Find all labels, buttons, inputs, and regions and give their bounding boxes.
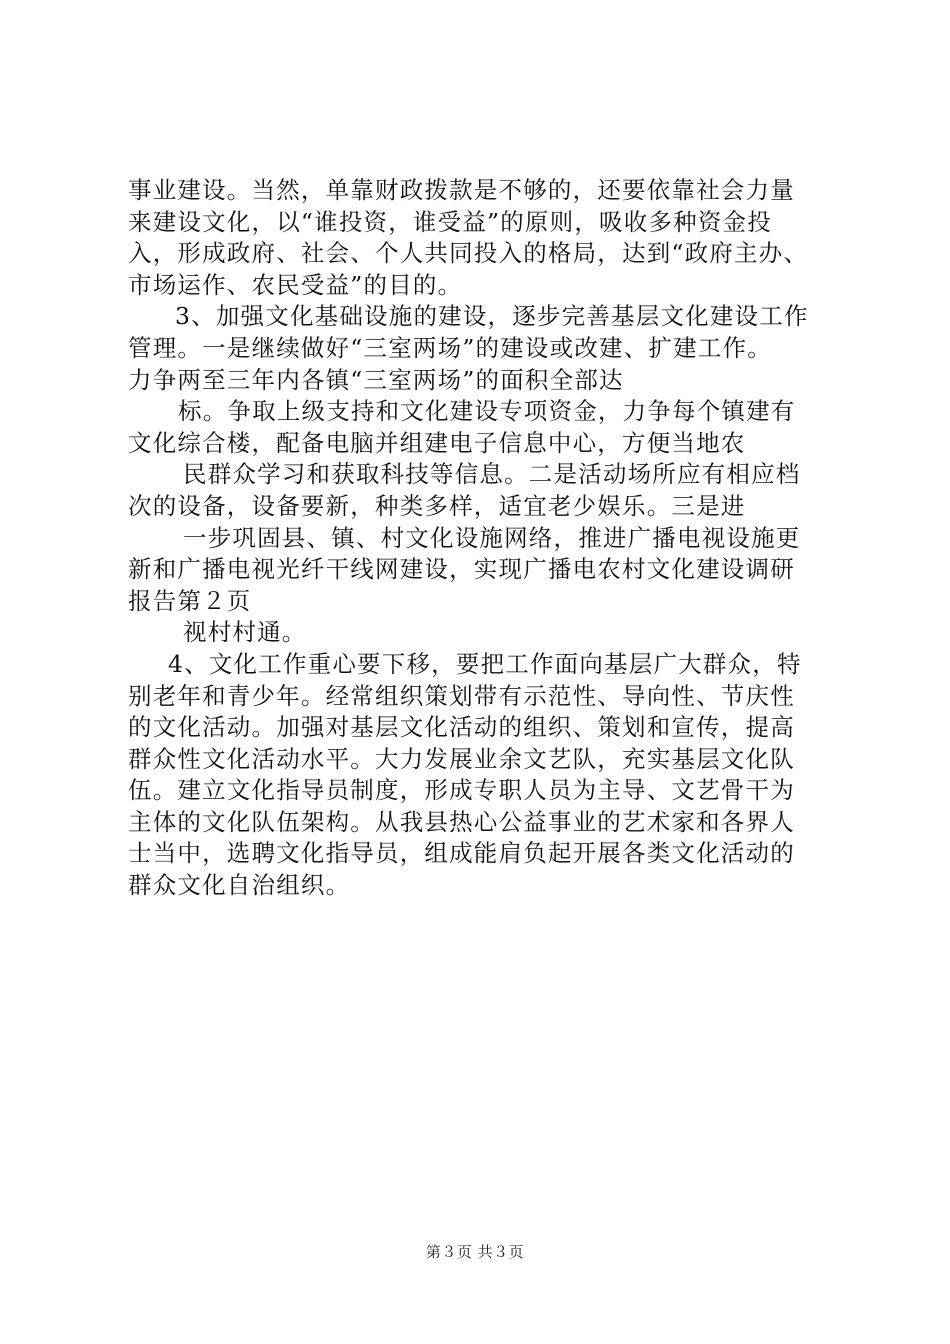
text-line: 士当中，选聘文化指导员，组成能肩负起开展各类文化活动的: [128, 839, 795, 868]
text-line: 入，形成政府、社会、个人共同投入的格局，达到“政府主办、: [128, 239, 809, 268]
page-number-label: 第３页 共３页: [425, 1243, 525, 1261]
text-line: 管理。一是继续做好“三室两场”的建设或改建、扩建工作。: [128, 333, 772, 362]
text-line: 标。争取上级支持和文化建设专项资金，力争每个镇建有: [178, 397, 796, 426]
text-line: 事业建设。当然，单靠财政拨款是不够的，还要依靠社会力量: [128, 176, 795, 204]
text-line: 新和广播电视光纤干线网建设，实现广播电农村文化建设调研: [128, 555, 795, 584]
text-line: 的文化活动。加强对基层文化活动的组织、策划和宣传，提高: [128, 713, 795, 742]
page-footer: [0, 1242, 950, 1262]
text-line: 视村村通。: [183, 618, 307, 647]
text-line: 来建设文化，以“谁投资，谁受益”的原则，吸收多种资金投: [128, 207, 772, 236]
text-line: 一步巩固县、镇、村文化设施网络，推进广播电视设施更: [183, 523, 801, 552]
text-line: 次的设备，设备要新，种类多样，适宜老少娱乐。三是进: [128, 491, 746, 520]
text-line: 别老年和青少年。经常组织策划带有示范性、导向性、节庆性: [128, 681, 795, 710]
text-line: 伍。建立文化指导员制度，形成专职人员为主导、文艺骨干为: [128, 776, 795, 805]
text-line: 民群众学习和获取科技等信息。二是活动场所应有相应档: [183, 460, 801, 489]
document-body: [128, 175, 838, 902]
text-line: 群众性文化活动水平。大力发展业余文艺队，充实基层文化队: [128, 744, 795, 773]
text-line: 3、加强文化基础设施的建设，逐步完善基层文化建设工作: [175, 302, 809, 331]
text-line: 文化综合楼，配备电脑并组建电子信息中心，方便当地农: [128, 428, 746, 457]
text-line: 力争两至三年内各镇“三室两场”的面积全部达: [128, 365, 624, 394]
text-line: 4、文化工作重心要下移，要把工作面向基层广大群众，特: [168, 649, 802, 678]
text-line: 主体的文化队伍架构。从我县热心公益事业的艺术家和各界人: [128, 807, 795, 836]
text-line: 群众文化自治组织。: [128, 871, 351, 900]
text-line: 报告第２页: [128, 586, 252, 615]
text-line: 市场运作、农民受益”的目的。: [128, 270, 463, 299]
